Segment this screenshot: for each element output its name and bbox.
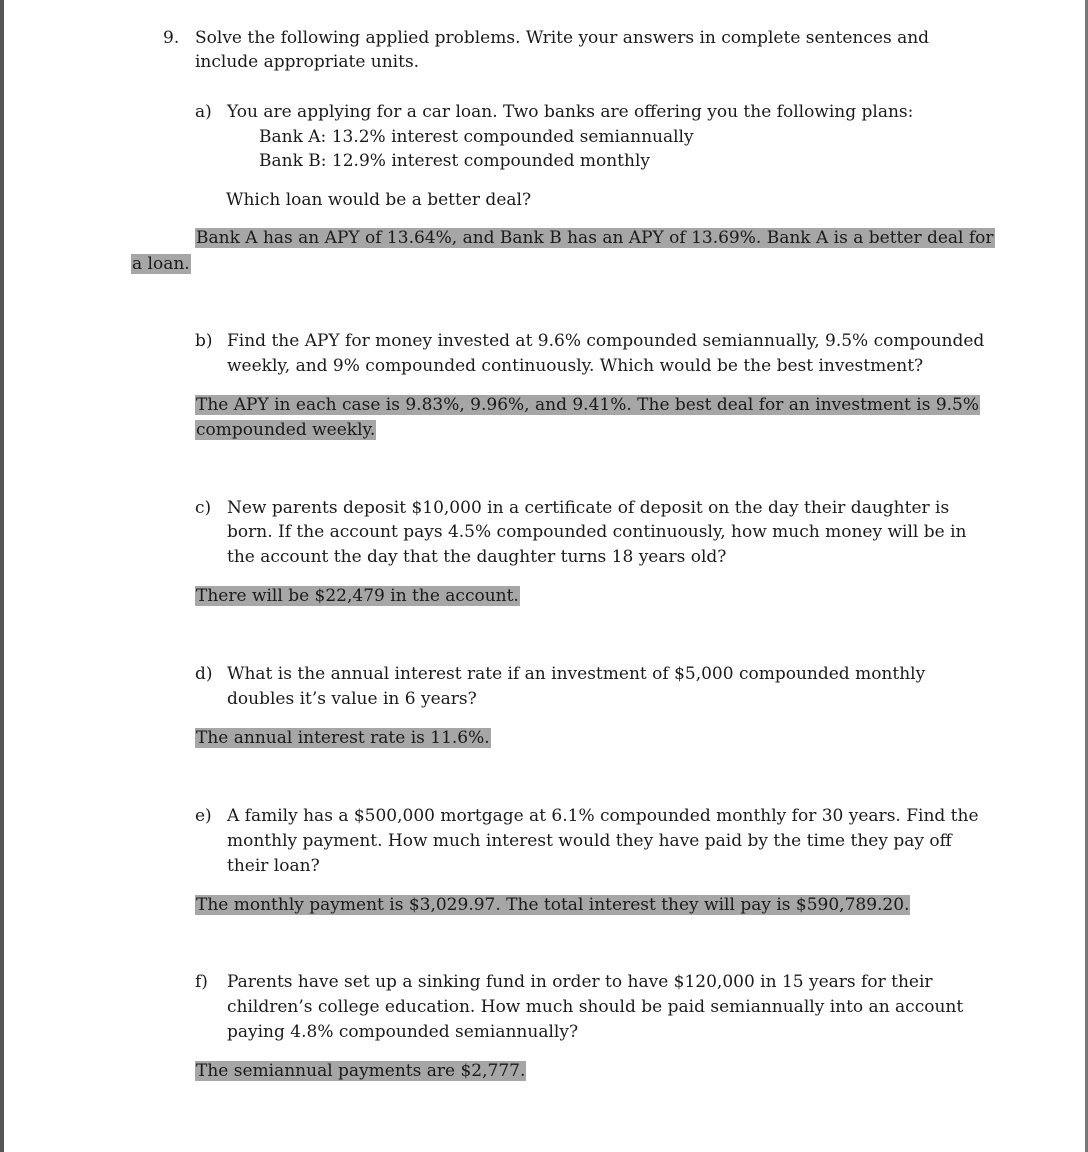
part-d-text-line-2: doubles it’s value in 6 years? xyxy=(227,689,477,709)
part-e-marker: e) xyxy=(195,806,212,826)
part-b-answer-line-2: compounded weekly. xyxy=(196,420,376,440)
part-c-marker: c) xyxy=(195,498,212,518)
part-a-text-line-1: You are applying for a car loan. Two banks are offering you the following plans: xyxy=(227,102,914,122)
part-a-answer-line-2: a loan. xyxy=(132,254,190,274)
part-b-text-line-2: weekly, and 9% compounded continuously. Which would be the best investment? xyxy=(227,356,924,376)
part-d-text-line-1: What is the annual interest rate if an investment of $5,000 compounded monthly xyxy=(227,664,926,684)
question-text-line-2: include appropriate units. xyxy=(195,52,420,72)
part-b-marker: b) xyxy=(195,331,213,351)
part-e-answer: The monthly payment is $3,029.97. The total interest they will pay is $590,789.20. xyxy=(196,895,910,915)
part-f-text-line-3: paying 4.8% compounded semiannually? xyxy=(227,1022,579,1042)
part-e-text-line-3: their loan? xyxy=(227,856,320,876)
part-b-answer-line-1: The APY in each case is 9.83%, 9.96%, and 9.41%. The best deal for an investment is 9.5% xyxy=(196,395,980,415)
question-text-line-1: Solve the following applied problems. Write your answers in complete sentences and xyxy=(195,28,930,48)
part-f-text-line-1: Parents have set up a sinking fund in order to have $120,000 in 15 years for their xyxy=(227,972,933,992)
part-c-answer: There will be $22,479 in the account. xyxy=(196,586,519,606)
question-number: 9. xyxy=(163,28,180,48)
part-b-text-line-1: Find the APY for money invested at 9.6% compounded semiannually, 9.5% compounded xyxy=(227,331,985,351)
part-a-answer-line-1: Bank A has an APY of 13.64%, and Bank B has an APY of 13.69%. Bank A is a better deal for xyxy=(196,228,994,248)
part-a-bank-b: Bank B: 12.9% interest compounded monthly xyxy=(259,151,650,171)
part-a-prompt: Which loan would be a better deal? xyxy=(226,190,532,210)
part-d-answer: The annual interest rate is 11.6%. xyxy=(196,728,490,748)
part-a-bank-a: Bank A: 13.2% interest compounded semiannually xyxy=(259,127,694,147)
part-e-text-line-2: monthly payment. How much interest would they have paid by the time they pay off xyxy=(227,831,952,851)
part-c-text-line-3: the account the day that the daughter turns 18 years old? xyxy=(227,547,727,567)
part-f-text-line-2: children’s college education. How much should be paid semiannually into an account xyxy=(227,997,964,1017)
part-c-text-line-2: born. If the account pays 4.5% compounded continuously, how much money will be in xyxy=(227,522,967,542)
left-page-edge xyxy=(0,0,4,1152)
part-d-marker: d) xyxy=(195,664,213,684)
part-a-marker: a) xyxy=(195,102,212,122)
part-f-answer: The semiannual payments are $2,777. xyxy=(196,1061,526,1081)
part-c-text-line-1: New parents deposit $10,000 in a certificate of deposit on the day their daughter is xyxy=(227,498,950,518)
part-f-marker: f) xyxy=(195,972,208,992)
part-e-text-line-1: A family has a $500,000 mortgage at 6.1% compounded monthly for 30 years. Find the xyxy=(227,806,979,826)
